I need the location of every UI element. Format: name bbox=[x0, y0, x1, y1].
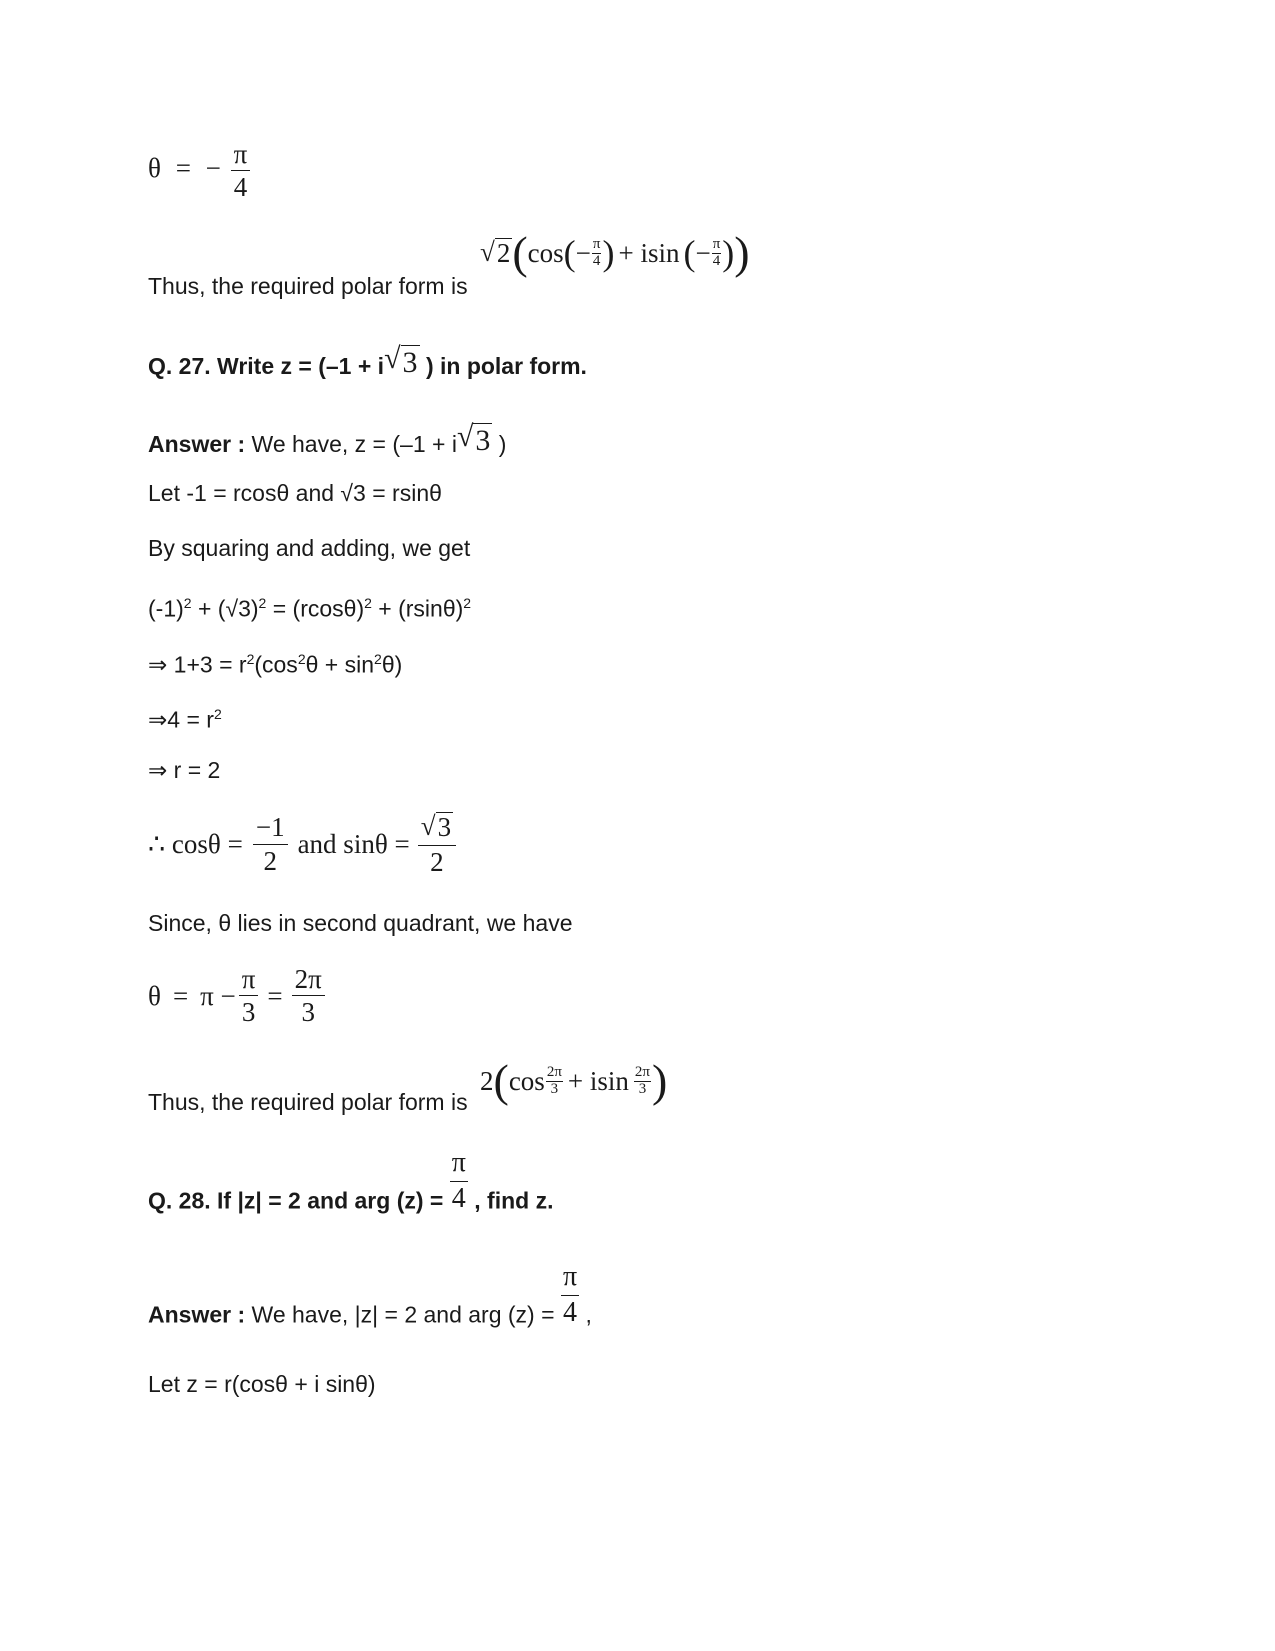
fraction-numerator: 2π bbox=[634, 1063, 650, 1080]
fraction-numerator: π bbox=[592, 235, 601, 252]
equals-sign: = bbox=[172, 980, 189, 1011]
equals-sign: = bbox=[175, 153, 191, 184]
fraction-numerator: 2π bbox=[292, 965, 325, 996]
left-paren: ( bbox=[563, 233, 576, 273]
polar-form-text: Thus, the required polar form is bbox=[148, 1089, 468, 1115]
pi-over-4-fraction bbox=[712, 237, 722, 270]
cos-label: cos bbox=[508, 1066, 545, 1096]
term: + (√3) bbox=[191, 595, 259, 622]
fraction-denominator: 3 bbox=[550, 1080, 559, 1097]
question-text-end: ) in polar form. bbox=[425, 353, 587, 379]
cos-label: cos bbox=[527, 238, 564, 268]
term: ⇒ 1+3 = r bbox=[148, 651, 247, 678]
fraction-numerator: 2π bbox=[546, 1063, 562, 1080]
step-four-equals-r-squared bbox=[148, 700, 222, 734]
fraction-numerator: −1 bbox=[253, 813, 288, 844]
fraction-numerator: π bbox=[450, 1148, 468, 1182]
polar-form-expression-2 bbox=[480, 1055, 668, 1106]
left-paren: ( bbox=[493, 1055, 509, 1106]
fraction-numerator: π bbox=[231, 140, 251, 171]
answer-28 bbox=[148, 1262, 592, 1329]
fraction-denominator: 4 bbox=[712, 252, 721, 269]
answer-label: Answer : bbox=[148, 431, 246, 457]
pi-over-4-fraction bbox=[231, 140, 251, 202]
isin-label: + isin bbox=[567, 1066, 629, 1096]
radical-sign: √ bbox=[480, 236, 495, 267]
sqrt3-over-2-fraction bbox=[418, 812, 456, 876]
question-27 bbox=[148, 342, 587, 380]
step-quadrant: Since, θ lies in second quadrant, we have bbox=[148, 910, 573, 936]
isin-label: + isin bbox=[618, 238, 680, 268]
fraction-numerator: π bbox=[712, 235, 721, 252]
fraction-numerator bbox=[418, 812, 456, 846]
theta-value bbox=[148, 965, 328, 1027]
exponent: 2 bbox=[297, 651, 306, 667]
radical-sign: √ bbox=[456, 420, 474, 453]
sqrt-3 bbox=[421, 812, 453, 843]
fraction-denominator: 4 bbox=[451, 1182, 466, 1214]
exponent: 2 bbox=[213, 706, 222, 722]
modulus-value: 2 bbox=[480, 1066, 494, 1096]
exponent: 2 bbox=[258, 595, 267, 611]
term: = (rcosθ) bbox=[266, 595, 365, 622]
step-r-equals-2: ⇒ r = 2 bbox=[148, 757, 221, 783]
pi-minus: π − bbox=[200, 980, 236, 1011]
2pi-over-3-fraction bbox=[292, 965, 325, 1027]
term: (cos bbox=[254, 651, 298, 678]
radicand: 2 bbox=[496, 237, 511, 268]
sqrt-3 bbox=[456, 420, 492, 457]
pi-over-4-fraction bbox=[592, 237, 602, 270]
cos-sin-values bbox=[148, 812, 464, 876]
minus-sign: − bbox=[575, 238, 591, 268]
equals-sign: = bbox=[267, 980, 283, 1011]
radicand: 3 bbox=[402, 346, 418, 379]
step-squaring: By squaring and adding, we get bbox=[148, 535, 471, 561]
radical-sign: √ bbox=[384, 342, 401, 375]
step-let: Let -1 = rcosθ and √3 = rsinθ bbox=[148, 480, 442, 506]
step-let-z: Let z = r(cosθ + i sinθ) bbox=[148, 1371, 376, 1397]
answer-text: We have, |z| = 2 and arg (z) = bbox=[251, 1301, 555, 1328]
polar-form-line-1 bbox=[148, 227, 750, 300]
theta-equation bbox=[148, 140, 253, 202]
fraction-numerator: π bbox=[239, 965, 259, 996]
minus-sign: − bbox=[695, 238, 711, 268]
sqrt-3 bbox=[384, 342, 419, 379]
fraction-denominator: 3 bbox=[638, 1080, 647, 1097]
fraction-denominator: 4 bbox=[563, 1296, 577, 1328]
theta-symbol: θ bbox=[148, 980, 161, 1011]
step-squares bbox=[148, 589, 471, 623]
theta-symbol: θ bbox=[148, 153, 161, 184]
exponent: 2 bbox=[463, 595, 472, 611]
right-paren: ) bbox=[651, 1055, 668, 1106]
radicand: 3 bbox=[437, 812, 452, 842]
question-text-end: , find z. bbox=[474, 1187, 554, 1214]
right-paren: ) bbox=[734, 227, 750, 278]
fraction-denominator: 4 bbox=[233, 172, 248, 203]
sqrt-2 bbox=[480, 238, 512, 269]
fraction-denominator: 2 bbox=[263, 845, 277, 876]
term: θ) bbox=[381, 651, 403, 678]
and-sin-text: and sinθ = bbox=[297, 829, 410, 860]
answer-label: Answer : bbox=[148, 1301, 246, 1328]
term: (-1) bbox=[148, 595, 184, 622]
exponent: 2 bbox=[364, 595, 372, 611]
left-paren: ( bbox=[512, 227, 528, 278]
right-paren: ) bbox=[602, 233, 615, 273]
fraction-numerator: π bbox=[561, 1262, 579, 1296]
question-text: Q. 27. Write z = (–1 + i bbox=[148, 353, 385, 379]
fraction-denominator: 3 bbox=[301, 997, 315, 1028]
fraction-denominator: 3 bbox=[241, 997, 256, 1028]
right-paren: ) bbox=[722, 233, 735, 273]
term: + (rsinθ) bbox=[371, 595, 464, 622]
polar-form-text: Thus, the required polar form is bbox=[148, 273, 468, 299]
therefore-cos: ∴ cosθ = bbox=[148, 829, 243, 860]
pi-over-3-fraction bbox=[239, 965, 259, 1027]
2pi-over-3-fraction bbox=[546, 1065, 563, 1098]
question-text: Q. 28. If |z| = 2 and arg (z) = bbox=[148, 1187, 444, 1214]
minus-sign: − bbox=[205, 153, 221, 184]
question-28 bbox=[148, 1148, 553, 1215]
answer-27 bbox=[148, 420, 507, 458]
polar-form-expression-1 bbox=[480, 227, 750, 278]
answer-text: We have, z = (–1 + i bbox=[251, 431, 457, 457]
term: ⇒4 = r bbox=[148, 706, 214, 733]
exponent: 2 bbox=[246, 651, 255, 667]
exponent: 2 bbox=[183, 595, 192, 611]
pi-over-4-fraction bbox=[450, 1148, 468, 1215]
radicand: 3 bbox=[475, 424, 491, 457]
radical-sign: √ bbox=[420, 811, 436, 841]
step-identity bbox=[148, 645, 402, 679]
2pi-over-3-fraction bbox=[634, 1065, 651, 1098]
left-paren: ( bbox=[683, 233, 696, 273]
exponent: 2 bbox=[374, 651, 382, 667]
fraction-denominator: 4 bbox=[592, 252, 601, 269]
minus-1-over-2-fraction bbox=[253, 813, 288, 875]
term: θ + sin bbox=[305, 651, 375, 678]
pi-over-4-fraction bbox=[561, 1262, 579, 1329]
answer-text-end: , bbox=[585, 1301, 592, 1328]
answer-text-end: ) bbox=[498, 431, 507, 457]
fraction-denominator: 2 bbox=[430, 846, 444, 877]
